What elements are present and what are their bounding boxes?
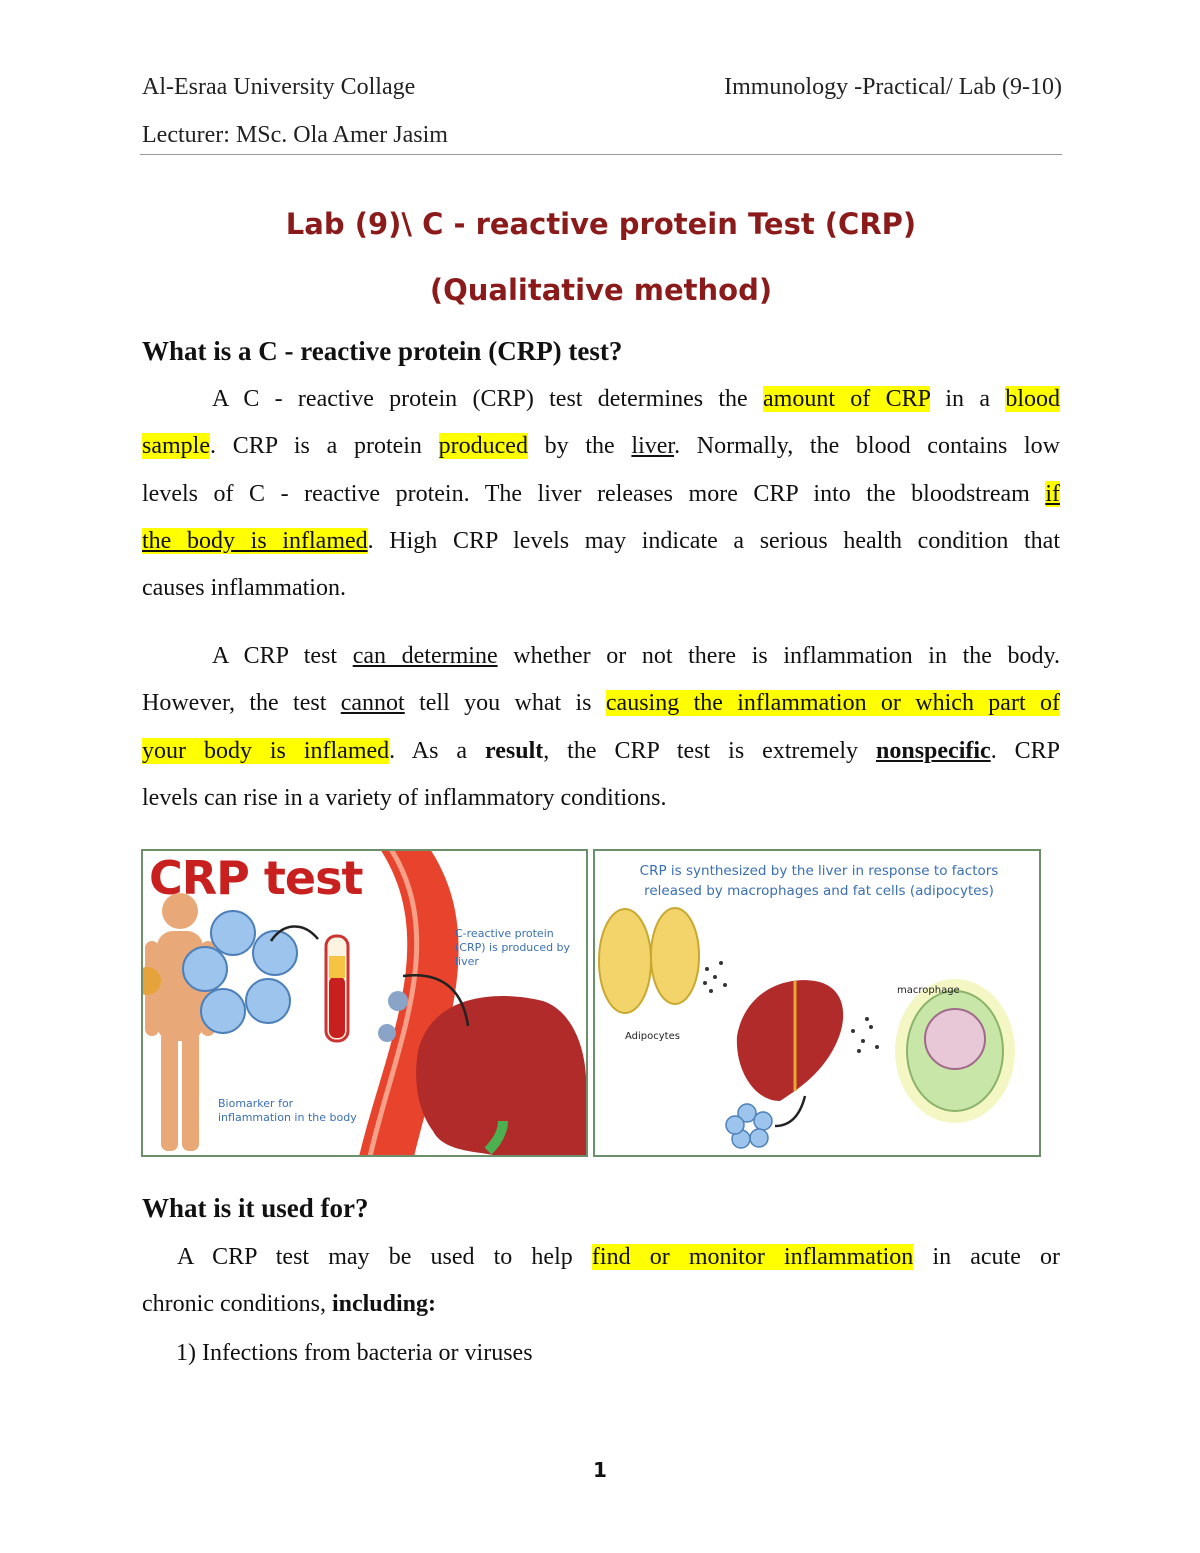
crp-molecule-icon <box>378 1024 396 1042</box>
s2-line-1 <box>142 1234 1060 1281</box>
text-run: by the <box>527 433 632 460</box>
figure-crp-synthesis <box>593 849 1041 1157</box>
text-run: A CRP test <box>212 643 353 669</box>
title-line-1: Lab (9)\ C - reactive protein Test (CRP) <box>285 207 917 241</box>
header-institution: Al-Esraa University Collage <box>142 74 416 100</box>
section2-paragraph <box>142 1234 1060 1329</box>
p1-line-3 <box>142 471 1060 518</box>
page-number: 1 <box>593 1458 607 1482</box>
figure-left-callout: C-reactive protein (CRP) is produced by liver <box>455 927 571 968</box>
underline-can-determine: can determine <box>352 643 498 669</box>
section1-heading: What is a C - reactive protein (CRP) test? <box>142 336 623 366</box>
p1-line-1 <box>142 376 1060 423</box>
p2-line-3 <box>142 728 1060 775</box>
test-tube-icon <box>326 936 348 1041</box>
text-run: . CRP <box>990 737 1060 764</box>
p2-line-2 <box>142 680 1060 727</box>
text-run: . Normally, the blood contains low <box>674 433 1060 460</box>
figure-right-caption: CRP is synthesized by the liver in response to factors released by macrophages and fat cells (adipocytes) <box>639 863 999 899</box>
underline-liver: liver <box>631 433 675 460</box>
title-line-2: (Qualitative method) <box>429 273 773 307</box>
text-run: . CRP is a protein <box>209 433 439 460</box>
p1-line-5: causes inflammation. <box>142 575 346 602</box>
p1-line-4 <box>142 518 1060 565</box>
p2-line-1 <box>142 633 1060 680</box>
header-rule <box>140 154 1062 155</box>
text-run: A C - reactive protein (CRP) test determines the <box>212 386 763 412</box>
header-lecturer: Lecturer: MSc. Ola Amer Jasim <box>142 122 448 148</box>
section1-paragraph-2 <box>142 633 1060 822</box>
highlight-produced: produced <box>438 433 528 460</box>
text-run: A CRP test may be used to help <box>177 1244 592 1270</box>
text-run: in a <box>930 386 1006 412</box>
highlight-causing: causing the inflammation or which part of <box>605 690 1060 717</box>
bold-including: including: <box>331 1291 437 1318</box>
label-adipocytes: Adipocytes <box>625 1031 680 1042</box>
list-item: 1) Infections from bacteria or viruses <box>176 1340 533 1366</box>
section1-paragraph-1 <box>142 376 1060 612</box>
text-run: whether or not there is inflammation in the body. <box>497 643 1061 669</box>
figure-crp-test <box>141 849 588 1157</box>
text-run: , the CRP test is extremely <box>543 737 877 764</box>
highlight-find-monitor: find or monitor inflammation <box>591 1244 914 1270</box>
header-course: Immunology -Practical/ Lab (9-10) <box>724 74 1062 100</box>
highlight-sample: sample <box>142 433 210 460</box>
label-macrophage: macrophage <box>897 985 960 996</box>
highlight-body-inflamed: the body is inflamed <box>142 527 368 554</box>
highlight-amount-of-crp: amount of CRP <box>763 386 931 412</box>
p2-line-4: levels can rise in a variety of inflammatory conditions. <box>142 784 667 811</box>
figure-left-biomarker: Biomarker for inflammation in the body <box>218 1097 357 1124</box>
text-run: chronic conditions, <box>142 1291 332 1318</box>
section2-heading: What is it used for? <box>142 1193 369 1223</box>
figure-left-title: CRP test <box>149 851 363 905</box>
p1-line-2 <box>142 423 1060 470</box>
highlight-if: if <box>1045 480 1060 507</box>
text-run: levels of C - reactive protein. The liver releases more CRP into the bloodstream <box>142 480 1046 507</box>
underline-cannot: cannot <box>340 690 405 717</box>
bold-nonspecific: nonspecific <box>876 737 991 764</box>
text-run: in acute or <box>913 1244 1061 1270</box>
crp-molecule-icon <box>388 991 408 1011</box>
highlight-your-body: your body is inflamed <box>142 737 390 764</box>
text-run: . As a <box>389 737 486 764</box>
text-run: However, the test <box>142 690 341 717</box>
text-run: tell you what is <box>404 690 606 717</box>
macrophage-icon <box>895 979 1015 1123</box>
highlight-blood: blood <box>1005 386 1060 412</box>
text-run: . High CRP levels may indicate a serious health condition that <box>367 527 1060 554</box>
s2-line-2 <box>142 1281 1060 1328</box>
bold-result: result <box>485 737 544 764</box>
